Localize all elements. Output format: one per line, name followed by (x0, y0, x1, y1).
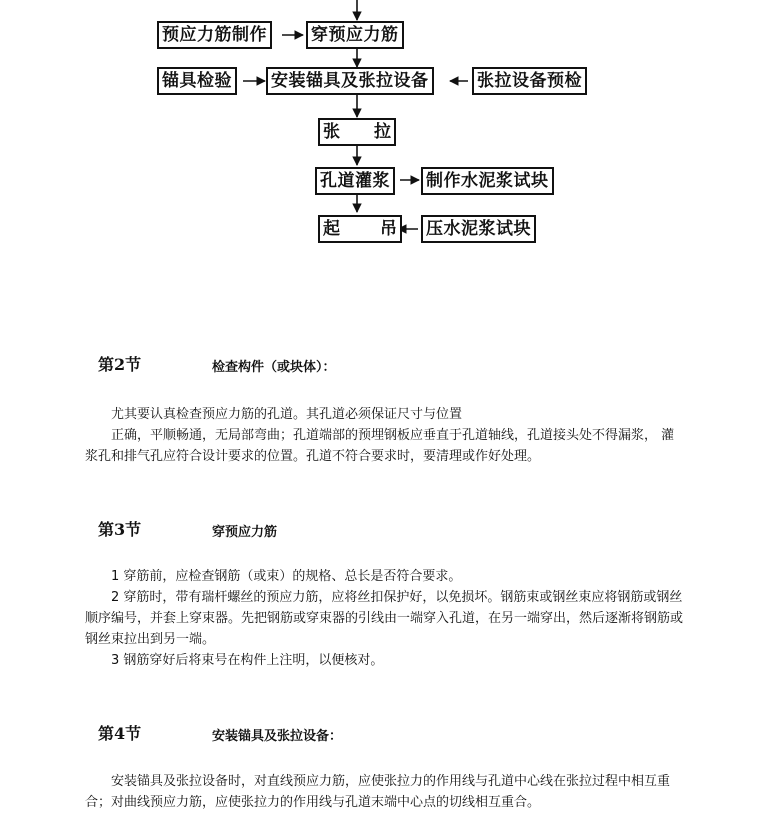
node-tensioning-char-1: 张 (323, 122, 340, 142)
node-lifting-char-1: 起 (323, 219, 340, 239)
node-lifting-char-2: 吊 (380, 219, 397, 239)
section-3-paragraph-1: 1 穿筋前，应检查钢筋（或束）的规格、总长是否符合要求。 (111, 569, 462, 584)
node-anchor-inspection: 锚具检验 (157, 67, 237, 95)
section-4-body (85, 771, 685, 813)
node-tensioning-char-2: 拉 (374, 122, 391, 142)
section-2-title: 检查构件（或块体）： (212, 360, 336, 375)
node-install-anchor-tension: 安装锚具及张拉设备 (266, 67, 434, 95)
section-4-paragraph-1: 安装锚具及张拉设备时，对直线预应力筋，应使张拉力的作用线与孔道中心线在张拉过程中相互重合；对曲线预应力筋，应使张拉力的作用线与孔道末端中心点的切线相互重合。 (85, 774, 671, 810)
node-tensioning (318, 118, 396, 146)
section-4-title: 安装锚具及张拉设备： (212, 729, 343, 744)
node-tendon-fabrication: 预应力筋制作 (157, 21, 272, 49)
section-2-paragraph-1: 尤其要认真检查预应力筋的孔道。其孔道必须保证尺寸与位置 (111, 407, 463, 422)
section-3-paragraph-2: 2 穿筋时，带有瑞杆螺丝的预应力筋，应将丝扣保护好，以免损坏。钢筋束或钢丝束应将钢筋或钢丝顺序编号，并套上穿束器。先把钢筋或穿束器的引线由一端穿入孔道，在另一端穿出，然后逐渐将钢筋或钢丝束拉出到另一端。 (85, 590, 684, 647)
node-make-grout-specimen: 制作水泥浆试块 (421, 167, 554, 195)
node-tension-precheck: 张拉设备预检 (472, 67, 587, 95)
node-press-grout-specimen: 压水泥浆试块 (421, 215, 536, 243)
section-2-body (85, 404, 685, 467)
section-3-paragraph-3: 3 钢筋穿好后将束号在构件上注明，以便核对。 (111, 653, 384, 668)
section-3-heading (98, 517, 141, 540)
construction-flowchart (0, 0, 778, 260)
section-4-number: 第4节 (98, 724, 142, 743)
section-4-heading (98, 721, 141, 744)
section-3-number: 第3节 (98, 520, 142, 539)
section-2-paragraph-2: 正确，平顺畅通，无局部弯曲；孔道端部的预埋钢板应垂直于孔道轴线，孔道接头处不得漏浆， 灌浆孔和排气孔应符合设计要求的位置。孔道不符合要求时，要清理或作好处理。 (85, 428, 675, 464)
node-duct-grouting: 孔道灌浆 (315, 167, 395, 195)
node-lifting (318, 215, 402, 243)
section-3-title: 穿预应力筋 (212, 525, 278, 540)
node-thread-tendon: 穿预应力筋 (306, 21, 404, 49)
section-2-heading (98, 352, 141, 375)
section-2-number: 第2节 (98, 355, 142, 374)
section-3-body (85, 566, 685, 671)
